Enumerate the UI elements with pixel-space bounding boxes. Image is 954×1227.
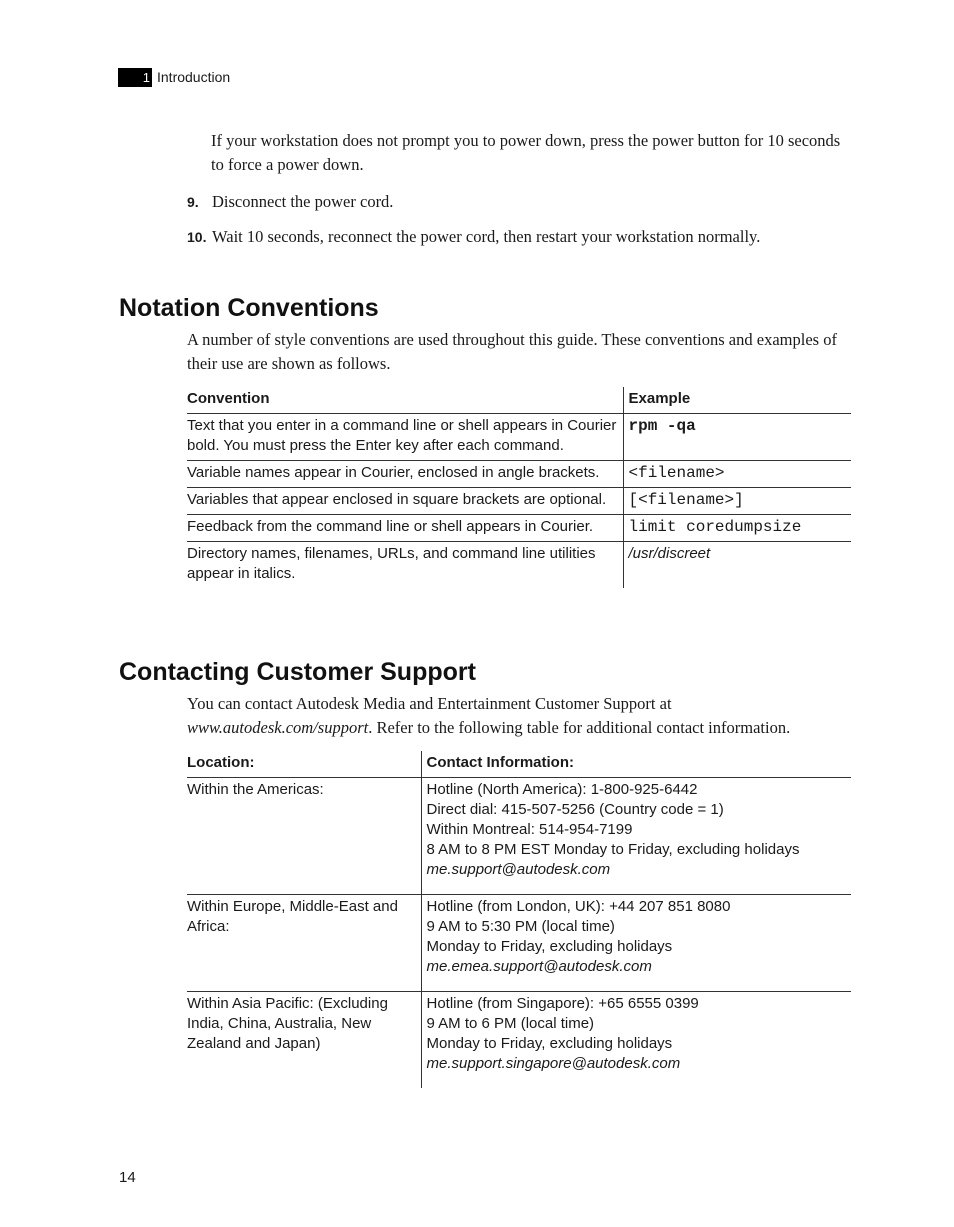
table-row bbox=[187, 515, 851, 542]
notation-table bbox=[187, 387, 851, 588]
convention-cell: Variable names appear in Courier, enclosed in angle brackets. bbox=[187, 461, 623, 488]
example-cell: /usr/discreet bbox=[623, 542, 851, 589]
example-cell: limit coredumpsize bbox=[623, 515, 851, 542]
column-header-contact: Contact Information: bbox=[421, 751, 851, 778]
support-heading: Contacting Customer Support bbox=[119, 658, 476, 686]
support-email-link[interactable]: me.support.singapore@autodesk.com bbox=[426, 1055, 681, 1072]
support-paragraph-text-end: . Refer to the following table for additional contact information. bbox=[368, 718, 791, 737]
step-9 bbox=[187, 190, 393, 214]
notation-paragraph: A number of style conventions are used throughout this guide. These conventions and examples of their use are shown as follows. bbox=[187, 330, 837, 373]
table-header-row bbox=[187, 387, 851, 414]
support-table bbox=[187, 751, 851, 1088]
step-number: 10. bbox=[187, 229, 207, 245]
contact-line: Within Montreal: 514-954-7199 bbox=[426, 821, 633, 838]
column-header-example: Example bbox=[623, 387, 851, 414]
table-row bbox=[187, 992, 851, 1089]
support-url-link[interactable]: www.autodesk.com/support bbox=[187, 718, 369, 737]
table-row bbox=[187, 895, 851, 992]
contact-line: Direct dial: 415-507-5256 (Country code = 1) bbox=[426, 801, 724, 818]
contact-cell bbox=[421, 992, 851, 1089]
table-row bbox=[187, 542, 851, 589]
support-email-link[interactable]: me.support@autodesk.com bbox=[426, 861, 611, 878]
example-cell: <filename> bbox=[623, 461, 851, 488]
step-10 bbox=[187, 225, 760, 249]
location-cell: Within Europe, Middle-East and Africa: bbox=[187, 895, 421, 992]
support-paragraph bbox=[187, 692, 852, 740]
notation-heading: Notation Conventions bbox=[119, 294, 379, 322]
support-paragraph-text: You can contact Autodesk Media and Entertainment Customer Support at bbox=[187, 694, 672, 713]
contact-line: 9 AM to 5:30 PM (local time) bbox=[426, 918, 615, 935]
table-row bbox=[187, 414, 851, 461]
table-row bbox=[187, 778, 851, 895]
column-header-convention: Convention bbox=[187, 387, 623, 414]
table-header-row bbox=[187, 751, 851, 778]
contact-cell bbox=[421, 895, 851, 992]
convention-cell: Feedback from the command line or shell appears in Courier. bbox=[187, 515, 623, 542]
step-text: Wait 10 seconds, reconnect the power cord, then restart your workstation normally. bbox=[212, 227, 761, 246]
contact-cell bbox=[421, 778, 851, 895]
convention-cell: Variables that appear enclosed in square brackets are optional. bbox=[187, 488, 623, 515]
table-row bbox=[187, 461, 851, 488]
chapter-title: Introduction bbox=[157, 69, 231, 85]
step-number: 9. bbox=[187, 194, 199, 210]
page-number: 14 bbox=[119, 1169, 136, 1186]
contact-line: 8 AM to 8 PM EST Monday to Friday, excluding holidays bbox=[426, 841, 800, 858]
contact-line: Hotline (North America): 1-800-925-6442 bbox=[426, 781, 698, 798]
convention-cell: Directory names, filenames, URLs, and command line utilities appear in italics. bbox=[187, 545, 596, 582]
step-text: Disconnect the power cord. bbox=[212, 192, 394, 211]
chapter-number-badge: 1 bbox=[118, 68, 152, 87]
column-header-location: Location: bbox=[187, 751, 421, 778]
contact-line: Monday to Friday, excluding holidays bbox=[426, 1035, 673, 1052]
location-cell: Within the Americas: bbox=[187, 778, 421, 895]
table-row bbox=[187, 488, 851, 515]
running-header bbox=[118, 67, 230, 87]
contact-line: Hotline (from London, UK): +44 207 851 8080 bbox=[426, 898, 731, 915]
location-cell: Within Asia Pacific: (Excluding India, China, Australia, New Zealand and Japan) bbox=[187, 995, 388, 1052]
convention-cell: Text that you enter in a command line or shell appears in Courier bold. You must press the Enter key after each command. bbox=[187, 414, 623, 461]
support-email-link[interactable]: me.emea.support@autodesk.com bbox=[426, 958, 652, 975]
contact-line: 9 AM to 6 PM (local time) bbox=[426, 1015, 595, 1032]
example-cell: [<filename>] bbox=[623, 488, 851, 515]
contact-line: Monday to Friday, excluding holidays bbox=[426, 938, 673, 955]
example-cell: rpm -qa bbox=[623, 414, 851, 461]
intro-paragraph: If your workstation does not prompt you to power down, press the power button for 10 seconds to force a power down. bbox=[211, 131, 841, 174]
contact-line: Hotline (from Singapore): +65 6555 0399 bbox=[426, 995, 699, 1012]
